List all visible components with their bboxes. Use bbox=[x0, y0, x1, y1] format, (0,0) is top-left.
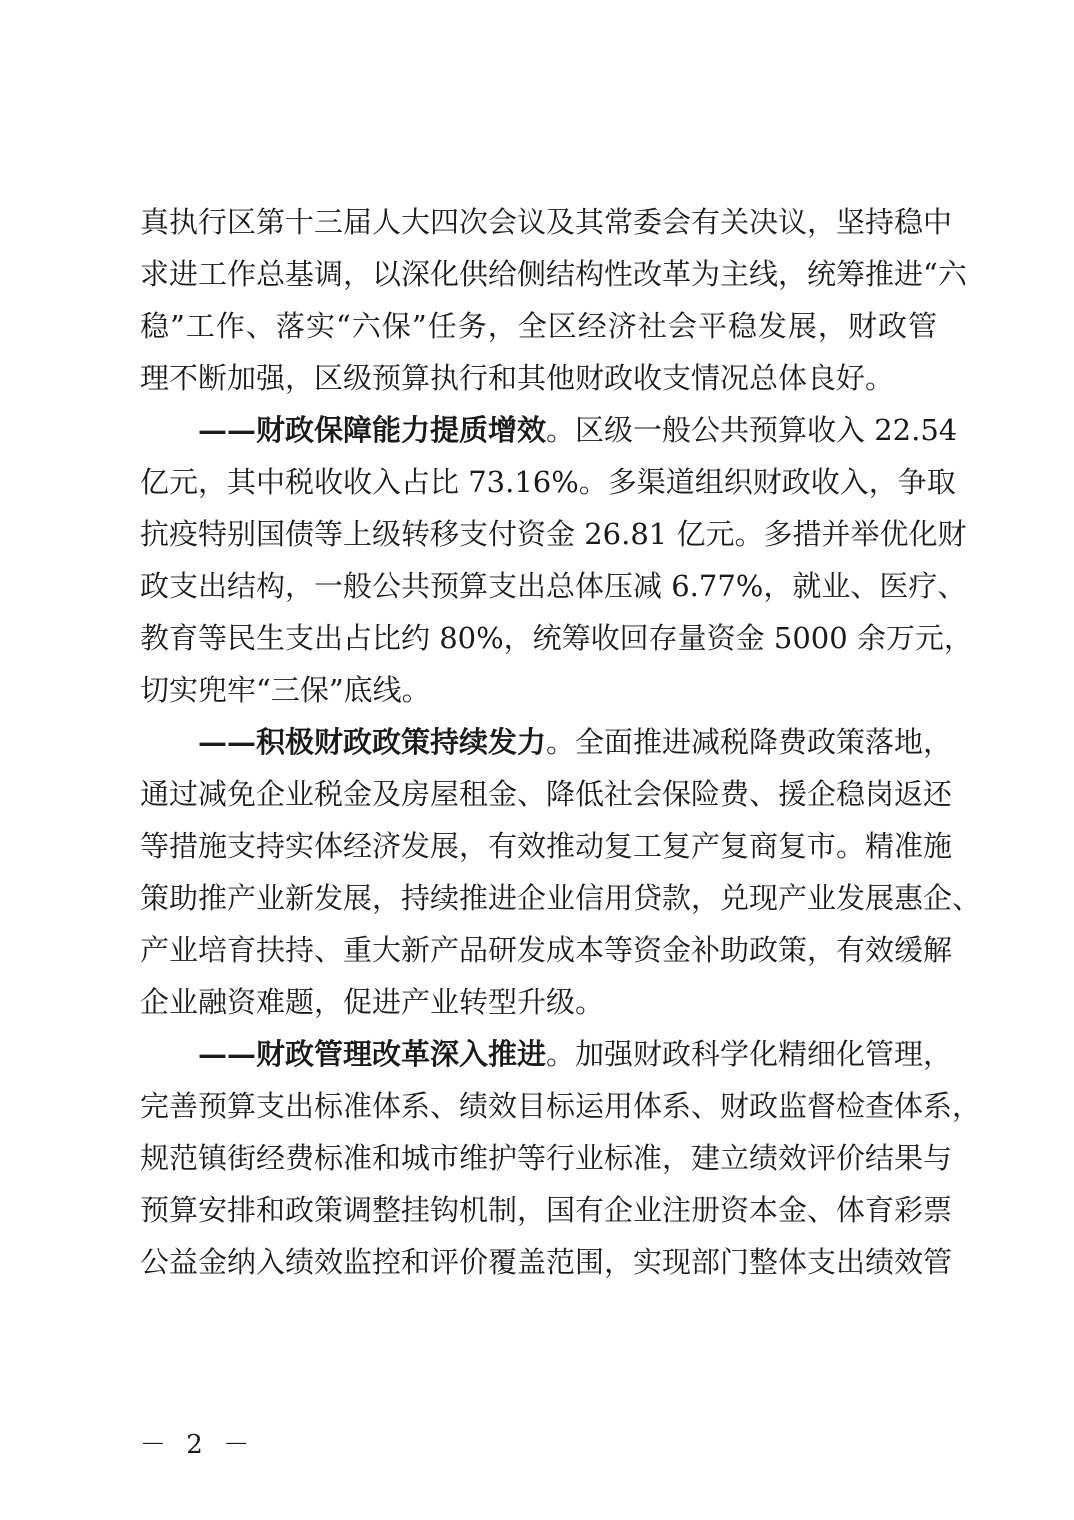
paragraph-first-line bbox=[140, 716, 953, 768]
paragraph-lead: ——财政保障能力提质增效 bbox=[198, 413, 547, 447]
paragraph-lead-tail: 。区级一般公共预算收入 22.54 bbox=[546, 413, 958, 447]
paragraph-lead-tail: 。全面推进减税降费政策落地， bbox=[546, 725, 953, 759]
text-line: 切实兜牢“三保”底线。 bbox=[140, 673, 431, 707]
text-line: 亿元，其中税收收入占比 73.16%。多渠道组织财政收入，争取 bbox=[140, 465, 956, 499]
paragraph-first-line bbox=[140, 404, 958, 456]
text-line: 等措施支持实体经济发展，有效推动复工复产复商复市。精准施 bbox=[140, 829, 953, 863]
text-line: 抗疫特别国债等上级转移支付资金 26.81 亿元。多措并举优化财 bbox=[140, 517, 967, 551]
text-line: 通过减免企业税金及房屋租金、降低社会保险费、援企稳岗返还 bbox=[140, 777, 953, 811]
body-text bbox=[140, 196, 982, 1288]
text-line: 理不断加强，区级预算执行和其他财政收支情况总体良好。 bbox=[140, 361, 895, 395]
text-line: 完善预算支出标准体系、绩效目标运用体系、财政监督检查体系， bbox=[140, 1089, 982, 1123]
text-line: 真执行区第十三届人大四次会议及其常委会有关决议，坚持稳中 bbox=[140, 205, 953, 239]
text-line: 规范镇街经费标准和城市维护等行业标准，建立绩效评价结果与 bbox=[140, 1141, 953, 1175]
paragraph-lead-tail: 。加强财政科学化精细化管理， bbox=[546, 1037, 953, 1071]
text-line: 政支出结构，一般公共预算支出总体压减 6.77%，就业、医疗、 bbox=[140, 569, 967, 603]
paragraph-3 bbox=[140, 716, 982, 1028]
paragraph-first-line bbox=[140, 1028, 953, 1080]
paragraph-lead: ——财政管理改革深入推进 bbox=[198, 1037, 547, 1071]
text-line: 公益金纳入绩效监控和评价覆盖范围，实现部门整体支出绩效管 bbox=[140, 1245, 953, 1279]
text-line: 预算安排和政策调整挂钩机制，国有企业注册资本金、体育彩票 bbox=[140, 1193, 953, 1227]
text-line: 求进工作总基调，以深化供给侧结构性改革为主线，统筹推进“六 bbox=[140, 257, 967, 291]
text-line: 教育等民生支出占比约 80%，统筹收回存量资金 5000 余万元， bbox=[140, 621, 973, 655]
paragraph-4 bbox=[140, 1028, 982, 1288]
page-number: － 2 － bbox=[140, 1430, 256, 1460]
text-line: 稳”工作、落实“六保”任务，全区经济社会平稳发展，财政管 bbox=[140, 309, 937, 343]
paragraph-1 bbox=[140, 196, 967, 404]
text-line: 产业培育扶持、重大新产品研发成本等资金补助政策，有效缓解 bbox=[140, 933, 953, 967]
paragraph-2 bbox=[140, 404, 973, 716]
paragraph-lead: ——积极财政政策持续发力 bbox=[198, 725, 547, 759]
text-line: 策助推产业新发展，持续推进企业信用贷款，兑现产业发展惠企、 bbox=[140, 881, 982, 915]
text-line: 企业融资难题，促进产业转型升级。 bbox=[140, 985, 605, 1019]
